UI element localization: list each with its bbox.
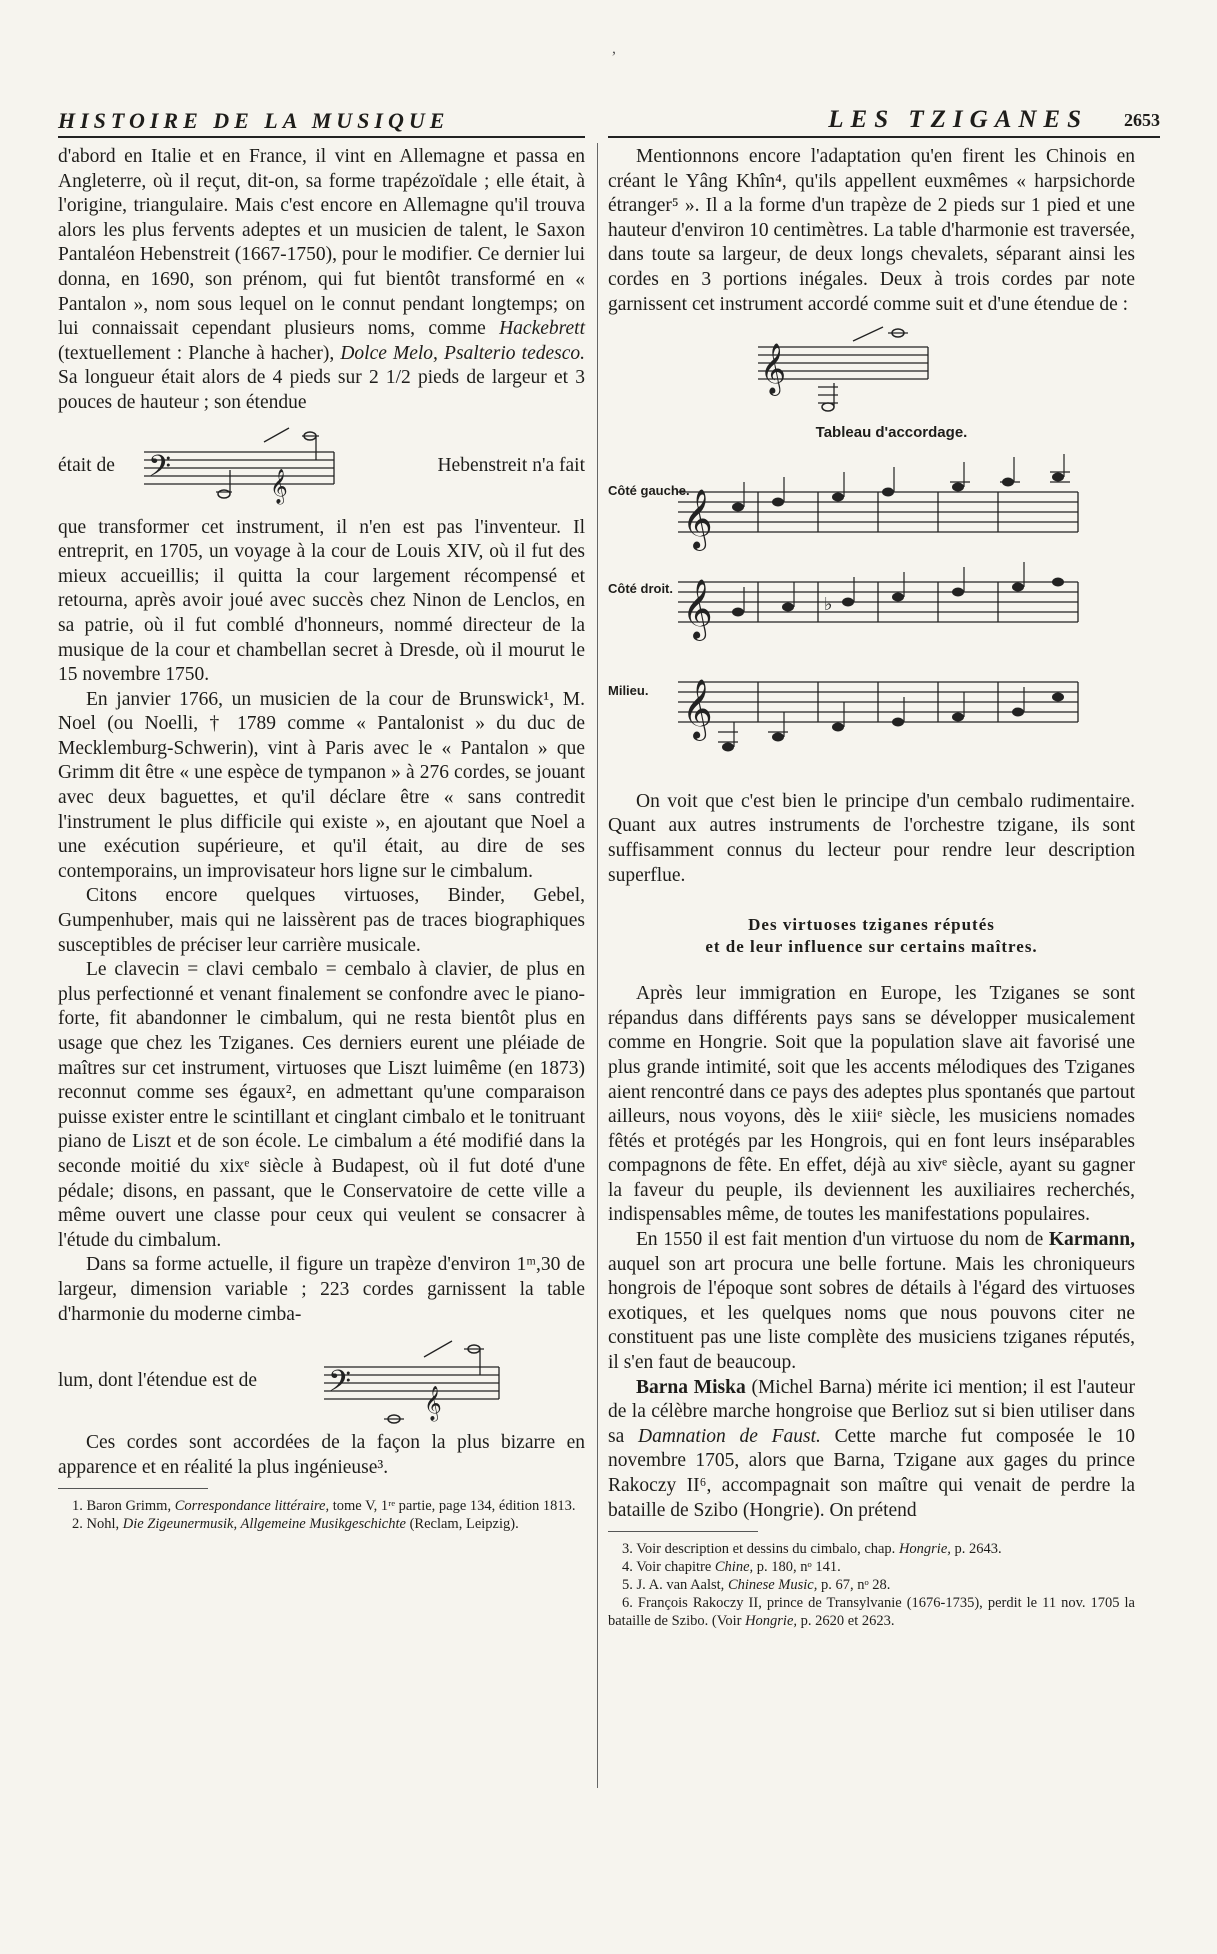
footnote: 4. Voir chapitre Chine, p. 180, nᵒ 141. [622, 1559, 841, 1576]
svg-text:𝄞: 𝄞 [270, 468, 288, 504]
svg-text:𝄞: 𝄞 [682, 678, 713, 739]
range-label-after: Hebenstreit n'a fait [437, 454, 585, 476]
paragraph: On voit que c'est bien le principe d'un cembalo rudimentaire. Quant aux autres instruments de l'orchestre tzigane, ils sont suffisamment connus du lecteur pour rendre leur description superflue. [608, 790, 1135, 886]
bass-staff-range-icon [324, 1335, 504, 1427]
left-column [58, 145, 585, 1533]
paragraph: d'abord en Italie et en France, il vint en Allemagne et passa en Angleterre, où il reçut, dit-on, sa forme trapézoïdale ; elle était, à l'origine, triangulaire. Mais c'est encore en Allemagne qu'il trouva alors les plus fervents adeptes et un musicien de talent, le Saxon Pantaléon Hebenstreit (1667-1750), pour le modifier. Ce dernier lui donna, en 1690, son prénom, qui fut bientôt transformé en « Pantalon », nom sous lequel on le connut pendant longtemps; on lui connaissait cependant plusieurs noms, comme Hackebrett (textuellement : Planche à hacher), Dolce Melo, Psalterio tedesco. Sa longueur était alors de 4 pieds sur 2 1/2 pieds de largeur et 3 pouces de hauteur ; son étendue [58, 146, 585, 413]
svg-text:♭: ♭ [824, 593, 833, 615]
paragraph: En janvier 1766, un musicien de la cour de Brunswick¹, M. Noel (ou Noelli, † 1789 comme « Pantalonist » du duc de Mecklemburg-Schwerin), vint à Paris avec le « Pantalon » que Grimm dit être « une espèce de tympanon » à 276 cordes, se jouant avec deux baguettes, et qu'il déclare être « sans contredit l'instrument le plus difficile qui existe », en ajoutant que Noel a une exécution supérieure, et qu'il était, au dire de ses contemporains, un improvisateur hors ligne sur le cimbalum. [58, 688, 585, 882]
footnote: 1. Baron Grimm, Correspondance littéraire, tome V, 1ʳᵉ partie, page 134, édition 1813. [72, 1498, 576, 1515]
footnotes-left [58, 1497, 585, 1533]
range-example-2 [58, 1327, 585, 1431]
section-heading: Des virtuoses tziganes réputés et de leur influence sur certains maîtres. [705, 915, 1038, 957]
footnote: 6. François Rakoczy II, prince de Transylvanie (1676-1735), perdit le 11 nov. 1705 la bataille de Szibo. (Voir Hongrie, p. 2620 et 2623. [608, 1595, 1135, 1630]
footnote-rule [58, 1488, 208, 1489]
running-header [58, 104, 1160, 138]
footnote: 5. J. A. van Aalst, Chinese Music, p. 67, nᵒ 28. [622, 1577, 891, 1594]
stray-mark: , [612, 40, 616, 57]
paragraph: que transformer cet instrument, il n'en est pas l'inventeur. Il entreprit, en 1705, un voyage à la cour de Louis XIV, où il fut des mieux accueillis; il quitta la cour largement récompensé et retourna, après avoir joué avec succès chez Ninon de Lenclos, en sa patrie, où il fut comblé d'honneurs, nommé directeur de la musique de la cour et chambellan secret à Dresde, où il mourut le 15 novembre 1750. [58, 516, 585, 686]
range-label-before: était de [58, 454, 115, 476]
page-number: 2653 [1124, 110, 1160, 130]
paragraph: Barna Miska (Michel Barna) mérite ici mention; il est l'auteur de la célèbre marche hongroise que Berlioz sut si bien utiliser dans sa Damnation de Faust. Cette marche fut composée le 10 novembre 1705, alors que Barna, Tzigane aux gages du prince Rakoczy II⁶, accompagnait son maître qui venait de perdre la bataille de Szibo (Hongrie). On prétend [608, 1376, 1135, 1521]
bass-staff-range-icon [144, 424, 344, 510]
svg-text:𝄞: 𝄞 [424, 1386, 442, 1422]
italic-term: Dolce Melo, Psalterio tedesco. [340, 342, 585, 364]
header-right-title: LES TZIGANES [828, 106, 1088, 133]
svg-text:𝄞: 𝄞 [760, 343, 787, 395]
svg-text:𝄞: 𝄞 [682, 578, 713, 639]
paragraph: Après leur immigration en Europe, les Tziganes se sont répandus dans différents pays sans se développer musicalement comme en Hongrie. Soit que la population slave ait favorisé une plus grande intimité, soit que les accents mélodiques des Tziganes aient rencontré dans ce pays des adeptes plus spontanés que partout ailleurs, nous voyons, dès le xiiiᵉ siècle, les musiciens nomades fêtés et protégés par les Hongrois, qui en font leurs inséparables compagnons de fête. En effet, déjà au xivᵉ siècle, ayant su gagner la faveur du peuple, ils deviennent les auxiliaires recherchés, indispensables même, de toutes les manifestations populaires. [608, 983, 1135, 1226]
staff-label-middle: Milieu. [608, 682, 649, 698]
footnote: 3. Voir description et dessins du cimbalo, chap. Hongrie, p. 2643. [622, 1541, 1002, 1558]
header-rule-right [608, 136, 1160, 138]
bold-name: Karmann, [1048, 1229, 1135, 1251]
paragraph: Ces cordes sont accordées de la façon la plus bizarre en apparence et en réalité la plus ingénieuse³. [58, 1432, 585, 1478]
tuning-table [608, 452, 1135, 782]
treble-staff-range-icon [758, 325, 938, 415]
footnote: 2. Nohl, Die Zigeunermusik, Allgemeine Musikgeschichte (Reclam, Leipzig). [72, 1516, 519, 1533]
header-left-title: HISTOIRE DE LA MUSIQUE [58, 108, 450, 133]
header-rule-left [58, 136, 585, 138]
column-divider [597, 143, 598, 1788]
staff-middle-icon [678, 652, 1088, 762]
right-column [608, 145, 1135, 1630]
figure-caption: Tableau d'accordage. [815, 424, 968, 442]
staff-label-left: Côté gauche. [608, 482, 690, 498]
paragraph: Dans sa forme actuelle, il figure un trapèze d'environ 1ᵐ,30 de largeur, dimension variable ; 223 cordes garnissent la table d'harmonie du moderne cimba- [58, 1254, 585, 1325]
paragraph: En 1550 il est fait mention d'un virtuose du nom de Karmann, auquel son art procura une belle fortune. Mais les chroniqueurs hongrois de l'époque sont sobres de détails à l'égard des virtuoses exotiques, et les quelques noms que nous pouvons citer ne constituent pas une liste complète des musiciens tziganes réputés, il s'en faut de beaucoup. [608, 1229, 1135, 1374]
range-label-before: lum, dont l'étendue est de [58, 1370, 258, 1392]
staff-left-side-icon [678, 452, 1088, 552]
staff-right-side-icon [678, 552, 1088, 652]
svg-text:𝄢: 𝄢 [148, 449, 172, 491]
footnote-rule [608, 1531, 758, 1532]
staff-label-right: Côté droit. [608, 580, 673, 596]
svg-text:𝄞: 𝄞 [682, 488, 713, 549]
paragraph: Mentionnons encore l'adaptation qu'en firent les Chinois en créant le Yâng Khîn⁴, qu'ils appellent euxmêmes « harpsichorde étranger⁵ ». Il a la forme d'un trapèze de 2 pieds sur 1 pied et une hauteur d'environ 10 centimètres. La table d'harmonie est traversée, dans toute sa largeur, de deux longs chevalets, séparant ainsi les cordes en 3 portions inégales. Deux à trois cordes par note garnissent cet instrument accordé comme suit et d'une étendue de : [608, 146, 1135, 315]
range-example-1 [58, 416, 585, 516]
bold-name: Barna Miska [636, 1376, 746, 1398]
svg-text:𝄢: 𝄢 [328, 1365, 352, 1407]
italic-title: Damnation de Faust. [637, 1425, 821, 1447]
range-example-chinese [608, 317, 1135, 417]
paragraph: Le clavecin = clavi cembalo = cembalo à clavier, de plus en plus perfectionné et venant finalement se confondre avec le piano-forte, fit abandonner le cimbalum, qui ne resta bientôt plus en usage que chez les Tziganes. Ces derniers eurent une pléiade de maîtres sur cet instrument, virtuoses que Liszt luimême (en 1873) reconnut comme ses égaux², en admettant qu'une comparaison puisse exister entre le scintillant et cinglant cimbalo et le tonitruant piano de Liszt et de son école. Le cimbalum a été modifié dans la seconde moitié du xixᵉ siècle à Budapest, où il fut doté d'une pédale; disons, en passant, que le Conservatoire de cette ville a même ouvert une classe pour ceux qui veulent se consacrer à l'étude du cimbalum. [58, 959, 585, 1251]
paragraph: Citons encore quelques virtuoses, Binder, Gebel, Gumpenhuber, mais qui ne laissèrent pas de traces biographiques susceptibles de préciser leur carrière musicale. [58, 885, 585, 956]
italic-term: Hackebrett [499, 318, 585, 340]
footnotes-right [608, 1540, 1135, 1630]
